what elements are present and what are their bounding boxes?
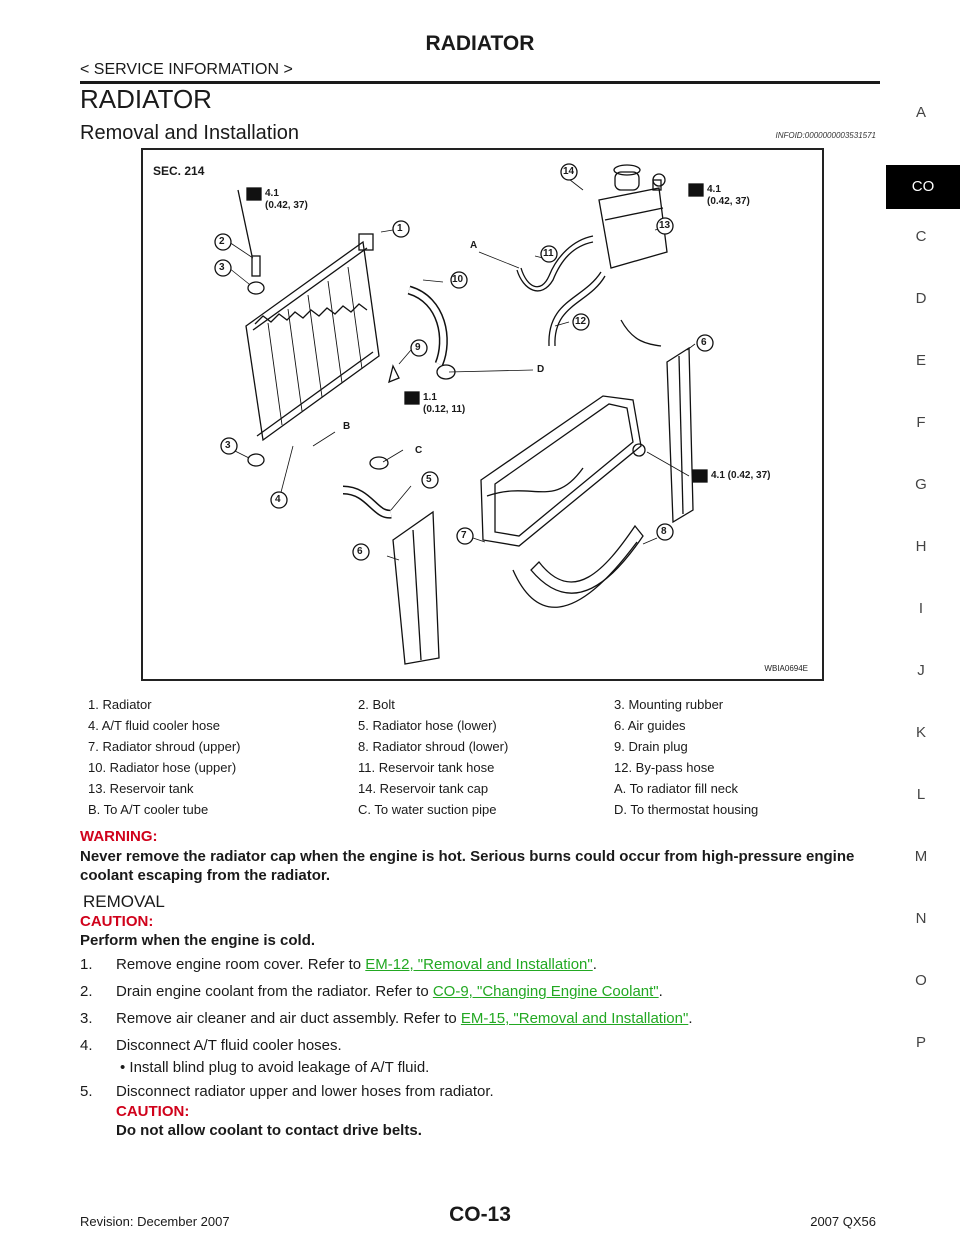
step-number: 3. xyxy=(80,1010,93,1027)
legend-item: 3. Mounting rubber xyxy=(614,697,724,712)
footer-model: 2007 QX56 xyxy=(810,1214,876,1229)
step-text-wrap xyxy=(116,956,597,973)
legend-row xyxy=(88,694,864,715)
page-header-subtitle: < SERVICE INFORMATION > xyxy=(80,61,293,78)
legend-item: B. To A/T cooler tube xyxy=(88,802,209,817)
legend-item: 5. Radiator hose (lower) xyxy=(358,718,497,733)
legend-item: 12. By-pass hose xyxy=(614,760,715,775)
step-number: 2. xyxy=(80,983,93,1000)
legend-item: 13. Reservoir tank xyxy=(88,781,194,796)
callout-number: 2 xyxy=(219,236,225,247)
section-title: RADIATOR xyxy=(80,84,212,114)
step-text-end: . xyxy=(592,956,597,973)
exploded-diagram xyxy=(141,148,824,681)
index-tab-c[interactable]: C xyxy=(915,228,927,245)
index-tab-d[interactable]: D xyxy=(915,290,927,307)
index-tab-h[interactable]: H xyxy=(915,538,927,555)
step-text: Remove engine room cover. Refer to xyxy=(116,956,366,973)
parts-legend xyxy=(88,694,864,820)
callout-letter: D xyxy=(537,364,545,375)
legend-row xyxy=(88,799,864,820)
step-text-end: . xyxy=(688,1010,693,1027)
subsection-title: Removal and Installation xyxy=(80,122,300,144)
legend-item: 10. Radiator hose (upper) xyxy=(88,760,237,775)
step-text-wrap xyxy=(116,983,663,1000)
callout-number: 8 xyxy=(661,526,667,537)
legend-row xyxy=(88,778,864,799)
step-item xyxy=(80,1010,880,1037)
callout-letter: B xyxy=(343,421,351,432)
info-id: INFOID:0000000003531571 xyxy=(775,131,876,140)
step-item xyxy=(80,983,880,1010)
callout-number: 4 xyxy=(275,494,281,505)
page-header-title: RADIATOR xyxy=(425,32,535,55)
callout-number: 12 xyxy=(575,316,587,327)
legend-row xyxy=(88,715,864,736)
step-caution-label: CAUTION: xyxy=(116,1103,190,1120)
index-tab-i[interactable]: I xyxy=(918,600,924,617)
index-tab-l[interactable]: L xyxy=(916,786,926,803)
torque-spec-label: 1.1 (0.12, 11) xyxy=(423,392,466,415)
callout-letter: C xyxy=(415,445,423,456)
callout-number: 5 xyxy=(426,474,432,485)
callout-number: 1 xyxy=(397,223,403,234)
legend-item: 7. Radiator shroud (upper) xyxy=(88,739,241,754)
diagram-drawing xyxy=(143,150,824,681)
diagram-section-code: SEC. 214 xyxy=(153,164,205,178)
legend-item: 4. A/T fluid cooler hose xyxy=(88,718,221,733)
diagram-figure-code: WBIA0694E xyxy=(764,664,808,673)
index-tab-m[interactable]: M xyxy=(914,848,928,865)
step-number: 1. xyxy=(80,956,93,973)
index-tab-j[interactable]: J xyxy=(917,662,925,679)
removal-heading: REMOVAL xyxy=(83,892,165,911)
step-item xyxy=(80,1037,880,1083)
callout-letter: A xyxy=(470,240,478,251)
callout-number: 6 xyxy=(357,546,363,557)
step-caution-text: Do not allow coolant to contact drive belts. xyxy=(116,1122,422,1139)
warning-text: Never remove the radiator cap when the engine is hot. Serious burns could occur from high-pressure engine coolant escaping from the radiator. xyxy=(80,848,855,884)
torque-spec-label: 4.1 (0.42, 37) xyxy=(707,184,750,207)
step-text: Drain engine coolant from the radiator. Refer to xyxy=(116,983,433,1000)
callout-number: 14 xyxy=(563,166,575,177)
legend-item: 2. Bolt xyxy=(358,697,395,712)
removal-steps xyxy=(80,956,880,1149)
caution-label: CAUTION: xyxy=(80,913,154,930)
index-tab-k[interactable]: K xyxy=(915,724,926,741)
step-item xyxy=(80,956,880,983)
step-bullet: • Install blind plug to avoid leakage of A/T fluid. xyxy=(120,1059,430,1076)
index-tab-f[interactable]: F xyxy=(916,414,926,431)
legend-item: 9. Drain plug xyxy=(614,739,688,754)
reference-link[interactable]: EM-15, "Removal and Installation" xyxy=(460,1010,689,1027)
legend-row xyxy=(88,736,864,757)
footer-page-number: CO-13 xyxy=(449,1203,511,1226)
radiator-body xyxy=(246,242,379,440)
footer-revision: Revision: December 2007 xyxy=(80,1214,230,1229)
legend-item: 8. Radiator shroud (lower) xyxy=(358,739,509,754)
warning-label: WARNING: xyxy=(80,828,158,845)
step-number: 4. xyxy=(80,1037,93,1054)
step-number: 5. xyxy=(80,1083,93,1100)
index-tab-e[interactable]: E xyxy=(915,352,926,369)
step-text: Disconnect A/T fluid cooler hoses. xyxy=(116,1037,342,1054)
step-text-end: . xyxy=(658,983,663,1000)
callout-number: 11 xyxy=(543,248,554,259)
index-tab-a[interactable]: A xyxy=(915,104,926,121)
legend-item: 11. Reservoir tank hose xyxy=(358,760,495,775)
index-tab-o[interactable]: O xyxy=(915,972,927,989)
callout-number: 6 xyxy=(701,337,707,348)
index-tab-n[interactable]: N xyxy=(915,910,927,927)
reference-link[interactable]: EM-12, "Removal and Installation" xyxy=(365,956,593,973)
callout-number: 3 xyxy=(225,440,231,451)
legend-item: A. To radiator fill neck xyxy=(614,781,739,796)
index-tab-g[interactable]: G xyxy=(915,476,927,493)
legend-row xyxy=(88,757,864,778)
step-text: Remove air cleaner and air duct assembly. Refer to xyxy=(116,1010,461,1027)
callout-number: 13 xyxy=(659,220,671,231)
torque-spec-label: 4.1 (0.42, 37) xyxy=(711,470,771,481)
step-text-wrap xyxy=(116,1010,693,1027)
index-tab-p[interactable]: P xyxy=(915,1034,926,1051)
legend-item: D. To thermostat housing xyxy=(614,802,759,817)
caution-text: Perform when the engine is cold. xyxy=(80,932,316,949)
legend-item: 1. Radiator xyxy=(88,697,152,712)
section-index-nav xyxy=(882,94,960,1086)
step-item xyxy=(80,1083,880,1149)
legend-item: 14. Reservoir tank cap xyxy=(358,781,489,796)
reference-link[interactable]: CO-9, "Changing Engine Coolant" xyxy=(432,983,659,1000)
callout-number: 7 xyxy=(461,530,467,541)
callout-number: 9 xyxy=(415,342,421,353)
index-tab-co-active[interactable]: CO xyxy=(886,165,960,209)
legend-item: 6. Air guides xyxy=(614,718,686,733)
callout-number: 10 xyxy=(452,274,464,285)
step-text: Disconnect radiator upper and lower hoses from radiator. xyxy=(116,1083,494,1100)
legend-item: C. To water suction pipe xyxy=(358,802,497,817)
callout-number: 3 xyxy=(219,262,225,273)
torque-spec-label: 4.1 (0.42, 37) xyxy=(265,188,308,211)
